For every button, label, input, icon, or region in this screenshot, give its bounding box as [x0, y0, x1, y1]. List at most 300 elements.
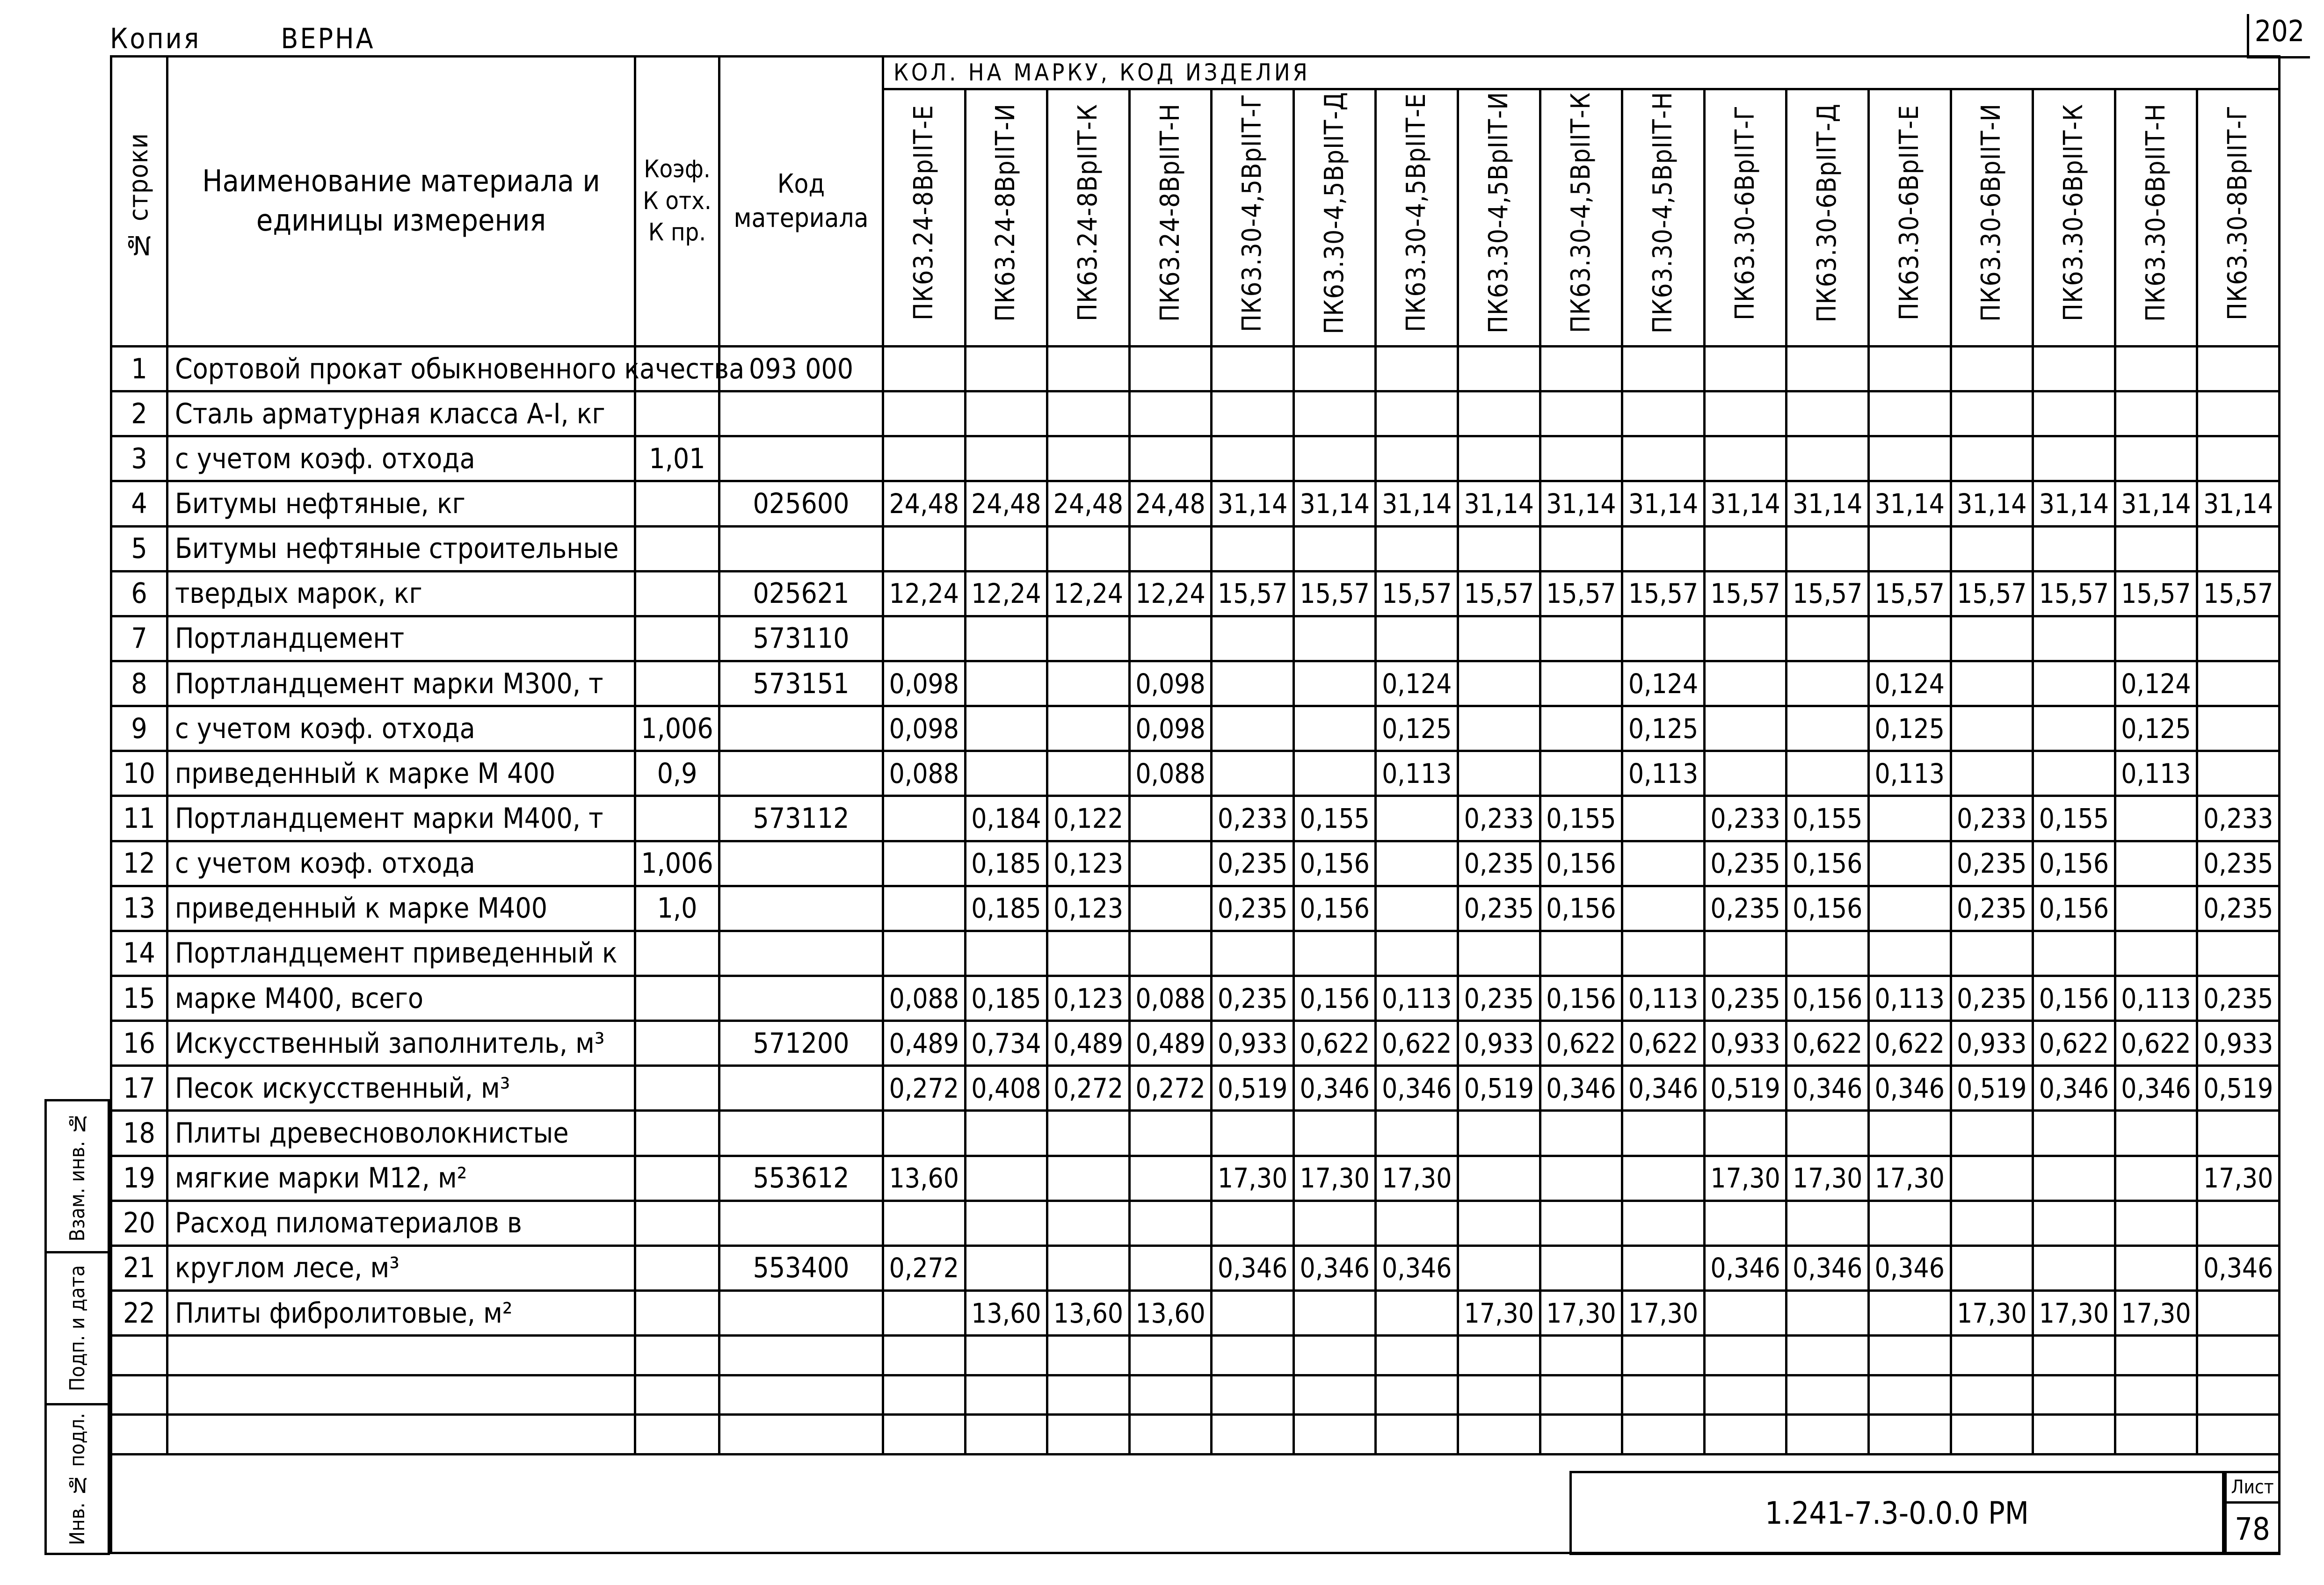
- quantity-cell: [1212, 526, 1294, 571]
- quantity-cell: [1540, 661, 1622, 706]
- quantity-cell: 31,14: [2033, 481, 2115, 526]
- quantity-cell: 31,14: [1787, 481, 1869, 526]
- product-code: ПК63.30-4,5ВрIIТ-И: [1483, 92, 1514, 334]
- quantity-cell: 0,933: [1212, 1021, 1294, 1066]
- quantity-cell: [1787, 347, 1869, 391]
- quantity-cell: [1868, 526, 1951, 571]
- row-number: 12: [111, 841, 167, 886]
- quantity-cell: [1787, 751, 1869, 796]
- quantity-cell: [1129, 931, 1212, 976]
- empty-cell: [1212, 1415, 1294, 1455]
- quantity-cell: 15,57: [1458, 571, 1540, 616]
- empty-cell: [2115, 1336, 2197, 1375]
- empty-cell: [1787, 1336, 1869, 1375]
- empty-cell: [1951, 1336, 2033, 1375]
- quantity-cell: 0,346: [2033, 1066, 2115, 1111]
- quantity-cell: [2115, 886, 2197, 931]
- quantity-cell: [965, 931, 1047, 976]
- quantity-cell: [2197, 616, 2280, 661]
- material-name: Искусственный заполнитель, м³: [167, 1021, 635, 1066]
- quantity-cell: 0,088: [1129, 976, 1212, 1020]
- quantity-cell: 0,235: [2197, 976, 2280, 1020]
- empty-cell: [965, 1375, 1047, 1415]
- quantity-cell: [1458, 931, 1540, 976]
- row-number: 14: [111, 931, 167, 976]
- quantity-cell: 0,088: [883, 751, 966, 796]
- quantity-cell: [1458, 1156, 1540, 1201]
- quantity-cell: 17,30: [1212, 1156, 1294, 1201]
- quantity-cell: 31,14: [1540, 481, 1622, 526]
- quantity-cell: 0,519: [1704, 1066, 1787, 1111]
- quantity-cell: [1212, 347, 1294, 391]
- material-name: Расход пиломатериалов в: [167, 1201, 635, 1245]
- material-code: [719, 706, 883, 751]
- quantity-cell: [1622, 1201, 1705, 1245]
- quantity-cell: 0,519: [1212, 1066, 1294, 1111]
- quantity-cell: [1212, 661, 1294, 706]
- stamp-sheet-label: Лист: [2227, 1473, 2278, 1504]
- table-row: [111, 1066, 2280, 1111]
- row-number: 9: [111, 706, 167, 751]
- quantity-cell: 0,098: [883, 661, 966, 706]
- quantity-cell: 0,622: [2033, 1021, 2115, 1066]
- empty-cell: [635, 1375, 719, 1415]
- stamp-designation: 1.241-7.3-0.0.0 РМ: [1569, 1471, 2224, 1555]
- product-header: [1047, 89, 1130, 347]
- coef-value: [635, 931, 719, 976]
- table-row: [111, 347, 2280, 391]
- product-header: [1540, 89, 1622, 347]
- quantity-cell: [1787, 526, 1869, 571]
- material-code: 571200: [719, 1021, 883, 1066]
- quantity-cell: [1376, 347, 1458, 391]
- material-name: твердых марок, кг: [167, 571, 635, 616]
- quantity-cell: [1212, 931, 1294, 976]
- quantity-cell: 0,272: [1047, 1066, 1130, 1111]
- quantity-cell: 0,489: [883, 1021, 966, 1066]
- quantity-cell: 15,57: [2197, 571, 2280, 616]
- material-name: Портландцемент: [167, 616, 635, 661]
- empty-cell: [1540, 1375, 1622, 1415]
- quantity-cell: 0,113: [1376, 976, 1458, 1020]
- quantity-cell: [883, 931, 966, 976]
- coef-value: [635, 1290, 719, 1335]
- product-header: [1704, 89, 1787, 347]
- quantity-cell: 0,235: [1458, 886, 1540, 931]
- quantity-cell: 17,30: [1704, 1156, 1787, 1201]
- quantity-cell: 0,098: [1129, 661, 1212, 706]
- empty-cell: [1458, 1336, 1540, 1375]
- quantity-cell: [1458, 436, 1540, 481]
- quantity-cell: 0,235: [1704, 886, 1787, 931]
- table-row: [111, 616, 2280, 661]
- empty-cell: [2033, 1415, 2115, 1455]
- quantity-cell: 0,622: [1622, 1021, 1705, 1066]
- quantity-cell: [1540, 616, 1622, 661]
- row-number: 6: [111, 571, 167, 616]
- material-name: Битумы нефтяные строительные: [167, 526, 635, 571]
- material-name: Песок искусственный, м³: [167, 1066, 635, 1111]
- quantity-cell: [1376, 1111, 1458, 1156]
- quantity-cell: [2197, 436, 2280, 481]
- quantity-cell: [1376, 1290, 1458, 1335]
- table-row: [111, 1021, 2280, 1066]
- empty-cell: [2033, 1336, 2115, 1375]
- empty-row: [111, 1336, 2280, 1375]
- quantity-cell: [1622, 1245, 1705, 1290]
- quantity-cell: [2115, 931, 2197, 976]
- quantity-cell: 0,113: [1376, 751, 1458, 796]
- product-header: [1787, 89, 1869, 347]
- quantity-cell: [1622, 841, 1705, 886]
- quantity-cell: 13,60: [1129, 1290, 1212, 1335]
- empty-row: [111, 1375, 2280, 1415]
- quantity-cell: [1704, 391, 1787, 436]
- quantity-cell: [1212, 391, 1294, 436]
- quantity-cell: 0,124: [2115, 661, 2197, 706]
- quantity-cell: 0,098: [883, 706, 966, 751]
- empty-cell: [1868, 1375, 1951, 1415]
- product-code: ПК63.24-8ВрIIТ-Н: [1155, 103, 1185, 322]
- empty-cell: [1047, 1375, 1130, 1415]
- quantity-cell: [2115, 391, 2197, 436]
- quantity-cell: [2197, 1111, 2280, 1156]
- empty-cell: [635, 1336, 719, 1375]
- row-number: 22: [111, 1290, 167, 1335]
- product-header: [1293, 89, 1376, 347]
- quantity-cell: [2197, 391, 2280, 436]
- table-row: [111, 571, 2280, 616]
- coef-value: [635, 571, 719, 616]
- empty-cell: [1622, 1336, 1705, 1375]
- empty-cell: [719, 1375, 883, 1415]
- quantity-cell: 0,113: [2115, 751, 2197, 796]
- quantity-cell: [1787, 931, 1869, 976]
- quantity-cell: [2115, 1245, 2197, 1290]
- material-code: 573112: [719, 796, 883, 841]
- quantity-cell: [2033, 1111, 2115, 1156]
- quantity-cell: 0,933: [1704, 1021, 1787, 1066]
- quantity-cell: 0,233: [1458, 796, 1540, 841]
- row-number: 20: [111, 1201, 167, 1245]
- quantity-cell: 17,30: [2033, 1290, 2115, 1335]
- quantity-cell: [1787, 1201, 1869, 1245]
- quantity-cell: [1868, 1201, 1951, 1245]
- empty-cell: [2115, 1415, 2197, 1455]
- product-header: [1951, 89, 2033, 347]
- quantity-cell: [1868, 1111, 1951, 1156]
- empty-cell: [965, 1415, 1047, 1455]
- quantity-cell: 0,124: [1868, 661, 1951, 706]
- material-name: Плиты древесноволокнистые: [167, 1111, 635, 1156]
- quantity-cell: 15,57: [1868, 571, 1951, 616]
- quantity-cell: [1376, 436, 1458, 481]
- empty-cell: [719, 1336, 883, 1375]
- empty-cell: [1622, 1375, 1705, 1415]
- sidebar-stamp: [44, 1099, 110, 1555]
- quantity-cell: [883, 886, 966, 931]
- quantity-cell: 31,14: [1951, 481, 2033, 526]
- quantity-cell: 0,346: [1704, 1245, 1787, 1290]
- quantity-cell: [883, 616, 966, 661]
- quantity-cell: [1129, 1245, 1212, 1290]
- quantity-cell: [965, 1201, 1047, 1245]
- quantity-cell: [1540, 1201, 1622, 1245]
- quantity-cell: [1129, 1201, 1212, 1245]
- material-code: [719, 1201, 883, 1245]
- quantity-cell: 0,123: [1047, 841, 1130, 886]
- quantity-cell: [1293, 706, 1376, 751]
- product-header: [2033, 89, 2115, 347]
- quantity-cell: [1047, 391, 1130, 436]
- material-name: с учетом коэф. отхода: [167, 436, 635, 481]
- quantity-cell: 0,235: [1212, 886, 1294, 931]
- quantity-cell: 31,14: [1458, 481, 1540, 526]
- quantity-cell: 0,113: [1868, 751, 1951, 796]
- quantity-cell: 12,24: [1047, 571, 1130, 616]
- quantity-cell: 15,57: [2115, 571, 2197, 616]
- product-code: ПК63.30-4,5ВрIIТ-Е: [1401, 93, 1432, 333]
- quantity-cell: 0,346: [1868, 1066, 1951, 1111]
- quantity-cell: [965, 436, 1047, 481]
- material-name: мягкие марки М12, м²: [167, 1156, 635, 1201]
- coef-value: [635, 1021, 719, 1066]
- quantity-cell: [2033, 1156, 2115, 1201]
- quantity-cell: [1376, 931, 1458, 976]
- quantity-cell: 0,272: [1129, 1066, 1212, 1111]
- quantity-cell: [1787, 661, 1869, 706]
- quantity-cell: [1047, 1245, 1130, 1290]
- quantity-cell: 0,235: [1951, 886, 2033, 931]
- empty-cell: [1458, 1415, 1540, 1455]
- quantity-cell: [1951, 526, 2033, 571]
- quantity-cell: [1047, 347, 1130, 391]
- quantity-cell: [1704, 1201, 1787, 1245]
- table-row: [111, 976, 2280, 1020]
- quantity-cell: [883, 1111, 966, 1156]
- quantity-cell: 15,57: [1212, 571, 1294, 616]
- copy-note: [110, 22, 375, 55]
- empty-cell: [635, 1415, 719, 1455]
- empty-cell: [883, 1375, 966, 1415]
- quantity-cell: 0,519: [1951, 1066, 2033, 1111]
- quantity-cell: [1951, 931, 2033, 976]
- quantity-cell: 31,14: [1868, 481, 1951, 526]
- col-name-header: Наименование материала и единицы измерения: [167, 57, 635, 347]
- quantity-cell: [1129, 391, 1212, 436]
- product-code: ПК63.30-6ВрIIТ-Г: [1729, 105, 1760, 320]
- quantity-cell: [2197, 1290, 2280, 1335]
- table-row: [111, 481, 2280, 526]
- material-code: [719, 391, 883, 436]
- product-header: [1376, 89, 1458, 347]
- quantity-cell: [1129, 436, 1212, 481]
- quantity-cell: 12,24: [965, 571, 1047, 616]
- quantity-cell: [1787, 706, 1869, 751]
- quantity-cell: 0,235: [1212, 976, 1294, 1020]
- quantity-cell: [1622, 931, 1705, 976]
- quantity-cell: 0,156: [1540, 841, 1622, 886]
- quantity-cell: 0,123: [1047, 886, 1130, 931]
- quantity-cell: 0,622: [1868, 1021, 1951, 1066]
- quantity-cell: [1868, 841, 1951, 886]
- quantity-cell: 0,156: [2033, 886, 2115, 931]
- quantity-cell: 0,346: [1376, 1066, 1458, 1111]
- quantity-cell: 0,346: [2115, 1066, 2197, 1111]
- coef-value: [635, 1111, 719, 1156]
- quantity-cell: 0,124: [1376, 661, 1458, 706]
- material-code: [719, 841, 883, 886]
- material-name: Сталь арматурная класса А-I, кг: [167, 391, 635, 436]
- quantity-cell: [2197, 1201, 2280, 1245]
- inv-orig-label: Инв. № подл.: [65, 1413, 89, 1545]
- quantity-cell: 24,48: [1129, 481, 1212, 526]
- coef-value: [635, 526, 719, 571]
- quantity-cell: [1129, 616, 1212, 661]
- quantity-cell: 31,14: [1704, 481, 1787, 526]
- quantity-cell: [1868, 436, 1951, 481]
- quantity-cell: [1293, 526, 1376, 571]
- col-row-no-header: [111, 57, 167, 347]
- coef-value: [635, 391, 719, 436]
- quantity-cell: [1868, 616, 1951, 661]
- col-code-header: Код материала: [719, 57, 883, 347]
- replace-inv-label: Взам. инв. №: [65, 1111, 89, 1242]
- quantity-cell: [1458, 391, 1540, 436]
- quantity-cell: 0,233: [1951, 796, 2033, 841]
- quantity-cell: [1376, 886, 1458, 931]
- quantity-cell: [1704, 436, 1787, 481]
- quantity-cell: 0,185: [965, 976, 1047, 1020]
- quantity-cell: [1540, 1245, 1622, 1290]
- quantity-cell: [1951, 1245, 2033, 1290]
- material-code: [719, 1290, 883, 1335]
- quantity-cell: 0,156: [2033, 976, 2115, 1020]
- quantity-cell: 0,233: [1212, 796, 1294, 841]
- quantity-cell: [883, 1290, 966, 1335]
- material-code: 573151: [719, 661, 883, 706]
- quantity-cell: 12,24: [1129, 571, 1212, 616]
- quantity-cell: [1622, 436, 1705, 481]
- table-row: [111, 1201, 2280, 1245]
- quantity-cell: [1540, 751, 1622, 796]
- table-row: [111, 751, 2280, 796]
- quantity-cell: [965, 1245, 1047, 1290]
- table-row: [111, 391, 2280, 436]
- table-row: [111, 661, 2280, 706]
- coef-value: 1,006: [635, 841, 719, 886]
- table-row: [111, 931, 2280, 976]
- replace-inv-box: [44, 1099, 110, 1253]
- quantity-cell: 0,622: [1376, 1021, 1458, 1066]
- quantity-cell: 0,156: [1540, 886, 1622, 931]
- quantity-cell: 15,57: [1704, 571, 1787, 616]
- quantity-cell: [1704, 661, 1787, 706]
- empty-cell: [1129, 1415, 1212, 1455]
- empty-cell: [2197, 1375, 2280, 1415]
- product-code: ПК63.30-6ВрIIТ-Н: [2140, 103, 2171, 322]
- quantity-cell: 0,622: [1293, 1021, 1376, 1066]
- quantity-cell: 15,57: [1293, 571, 1376, 616]
- quantity-cell: 13,60: [1047, 1290, 1130, 1335]
- empty-cell: [2033, 1375, 2115, 1415]
- quantity-cell: 24,48: [883, 481, 966, 526]
- material-code: [719, 1066, 883, 1111]
- material-code: 553612: [719, 1156, 883, 1201]
- quantity-cell: [1540, 347, 1622, 391]
- quantity-cell: 0,489: [1047, 1021, 1130, 1066]
- quantity-cell: [1212, 1201, 1294, 1245]
- table-row: [111, 886, 2280, 931]
- quantity-cell: [1622, 526, 1705, 571]
- quantity-cell: 0,122: [1047, 796, 1130, 841]
- material-name: Сортовой прокат обыкновенного качества: [167, 347, 635, 391]
- quantity-cell: 0,622: [1540, 1021, 1622, 1066]
- quantity-cell: [2033, 931, 2115, 976]
- product-code: ПК63.30-8ВрIIТ-Г: [2222, 105, 2253, 320]
- product-code: ПК63.30-4,5ВрIIТ-Г: [1237, 93, 1268, 332]
- quantity-cell: [1951, 1156, 2033, 1201]
- coef-value: 1,006: [635, 706, 719, 751]
- quantity-cell: [1212, 706, 1294, 751]
- quantity-cell: [1540, 706, 1622, 751]
- page-number: 202: [2247, 14, 2310, 58]
- empty-cell: [1376, 1375, 1458, 1415]
- material-code: [719, 976, 883, 1020]
- quantity-cell: 15,57: [1622, 571, 1705, 616]
- quantity-cell: [1129, 796, 1212, 841]
- quantity-cell: [1951, 1201, 2033, 1245]
- product-code: ПК63.30-6ВрIIТ-Д: [1812, 103, 1843, 323]
- quantity-cell: [1047, 931, 1130, 976]
- quantity-cell: [1293, 1201, 1376, 1245]
- quantity-cell: 0,346: [1787, 1245, 1869, 1290]
- quantity-cell: [1951, 391, 2033, 436]
- quantity-cell: [1129, 347, 1212, 391]
- quantity-cell: 0,235: [1704, 841, 1787, 886]
- quantity-cell: 0,156: [1293, 976, 1376, 1020]
- col-coef-header: Коэф. К отх. К пр.: [635, 57, 719, 347]
- quantity-cell: [965, 1111, 1047, 1156]
- quantity-cell: 0,235: [2197, 841, 2280, 886]
- quantity-cell: [1951, 706, 2033, 751]
- quantity-cell: [1293, 436, 1376, 481]
- quantity-cell: 0,125: [1868, 706, 1951, 751]
- quantity-cell: [1458, 1201, 1540, 1245]
- table-row: [111, 1156, 2280, 1201]
- quantity-cell: 24,48: [965, 481, 1047, 526]
- quantity-cell: [2033, 347, 2115, 391]
- empty-cell: [1951, 1375, 2033, 1415]
- quantity-cell: [2033, 526, 2115, 571]
- quantity-cell: [883, 1201, 966, 1245]
- quantity-cell: [2115, 1201, 2197, 1245]
- sign-date-label: Подп. и дата: [65, 1265, 89, 1391]
- quantity-cell: [1376, 1201, 1458, 1245]
- product-code: ПК63.24-8ВрIIТ-Е: [908, 105, 939, 321]
- empty-cell: [1047, 1336, 1130, 1375]
- table-row: [111, 1245, 2280, 1290]
- quantity-cell: 0,933: [1458, 1021, 1540, 1066]
- quantity-cell: [1212, 1290, 1294, 1335]
- quantity-cell: [1458, 751, 1540, 796]
- empty-cell: [1868, 1336, 1951, 1375]
- quantity-cell: [1129, 526, 1212, 571]
- product-code: ПК63.30-4,5ВрIIТ-Н: [1648, 92, 1678, 334]
- quantity-cell: [883, 347, 966, 391]
- empty-cell: [1622, 1415, 1705, 1455]
- material-code: 025600: [719, 481, 883, 526]
